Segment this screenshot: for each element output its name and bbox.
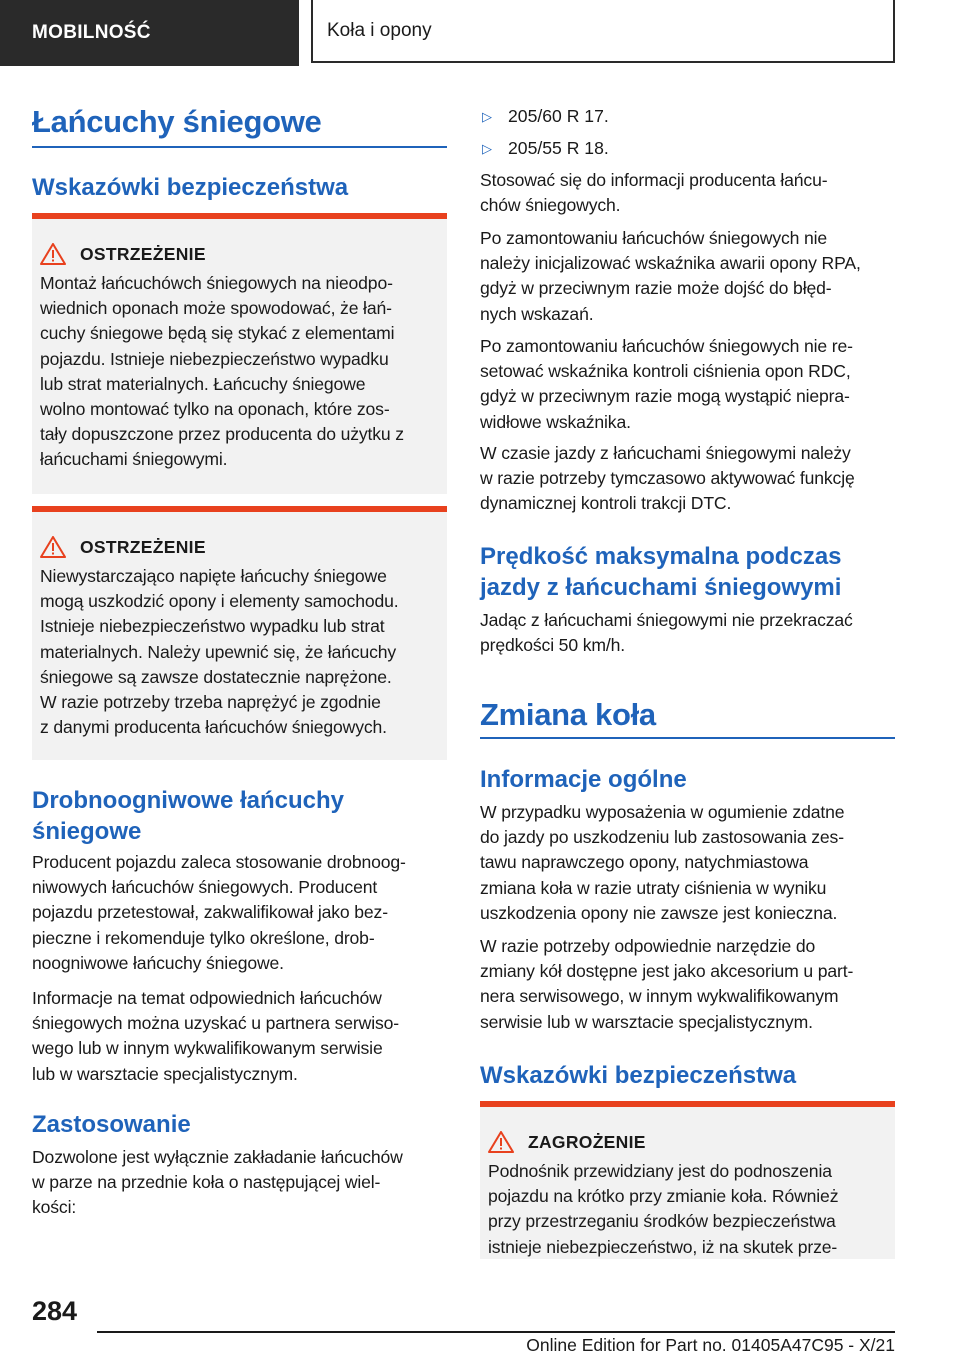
title-rule [32,146,447,148]
section-label: MOBILNOŚĆ [32,22,151,43]
danger-label: ZAGROŻENIE [528,1131,646,1152]
danger-text: Podnośnik przewidziany jest do podnoszenia pojazdu na krótko przy zmianie koła. Również przy przestrzeganiu środków bezpieczeństwa istnieje niebezpieczeństwo, iż na skutek prze- [488,1161,839,1257]
warning-triangle-icon [40,536,66,558]
paragraph-manufacturer-info: Stosować się do informacji producenta łańcu- chów śniegowych. [480,170,828,216]
list-item [480,136,609,161]
paragraph-rdc: Po zamontowaniu łańcuchów śniegowych nie re- setować wskaźnika kontroli ciśnienia opon RDC, gdyż w przeciwnym razie mogą wystąpić niepra- widłowe wskaźnika. [480,336,853,432]
fine-chains-paragraph-2: Informacje na temat odpowiednich łańcuchów śniegowych można uzyskać u partnera serwiso- wego lub w innym wykwalifikowanym serwisie lub w warsztacie specjalistycznym. [32,988,399,1084]
paragraph-rpa: Po zamontowaniu łańcuchów śniegowych nie należy inicjalizować wskaźnika awarii opony RPA, gdyż w przeciwnym razie może dojść do błęd- nych wskazań. [480,228,861,324]
footer-edition: Online Edition for Part no. 01405A47C95 - X/21 [526,1335,895,1355]
tire-size: 205/60 R 17. [508,106,609,126]
triangle-bullet-icon: ▷ [482,141,492,156]
max-speed-heading: Prędkość maksymalna podczas jazdy z łańcuchami śniegowymi [480,543,842,601]
general-info-paragraph-1: W przypadku wyposażenia w ogumienie zdatne do jazdy po uszkodzeniu lub zastosowania zes- tawu naprawczego opony, natychmiastowa zmiana koła w razie utraty ciśnienia w wyniku uszkodzenia opony nie zawsze jest konieczna. [480,802,845,923]
max-speed-paragraph: Jadąc z łańcuchami śniegowymi nie przekraczać prędkości 50 km/h. [480,610,853,656]
warning-label: OSTRZEŻENIE [80,536,206,557]
footer-rule [97,1331,895,1333]
general-info-heading: Informacje ogólne [480,766,687,793]
list-item [480,104,609,129]
title-rule [480,737,895,739]
fine-chains-heading: Drobnoogniwowe łańcuchy śniegowe [32,787,345,845]
page-number: 284 [32,1296,78,1326]
section-tab [0,0,299,66]
warning-triangle-icon [40,243,66,265]
warning-box-1 [32,213,447,494]
safety-heading: Wskazówki bezpieczeństwa [32,174,349,201]
warning-label: OSTRZEŻENIE [80,243,206,264]
page-title: Łańcuchy śniegowe [32,104,322,139]
usage-paragraph: Dozwolone jest wyłącznie zakładanie łańcuchów w parze na przednie koła o następującej wiel- kości: [32,1147,403,1218]
usage-heading: Zastosowanie [32,1111,191,1138]
general-info-paragraph-2: W razie potrzeby odpowiednie narzędzie do zmiany kół dostępne jest jako akcesorium u part- nera serwisowego, w innym wykwalifikowanym serwisie lub w warsztacie specjalistycznym. [480,936,854,1032]
danger-header [488,1131,646,1153]
warning-triangle-icon [488,1131,514,1153]
tire-size: 205/55 R 18. [508,138,609,158]
fine-chains-paragraph-1: Producent pojazdu zaleca stosowanie drobnoog- niwowych łańcuchów śniegowych. Producent pojazdu przetestował, zakwalifikował jako bez- pieczne i rekomenduje tylko określone, drob- noogniwowe łańcuchy śniegowe. [32,852,406,973]
triangle-bullet-icon: ▷ [482,109,492,124]
warning-box-2 [32,506,447,760]
chapter-tab [311,0,895,63]
paragraph-dtc: W czasie jazdy z łańcuchami śniegowymi należy w razie potrzeby tymczasowo aktywować funkcję dynamicznej kontroli trakcji DTC. [480,443,855,514]
warning-text: Montaż łańcuchówch śniegowych na nieodpo- wiednich oponach może spowodować, że łań- cuchy śniegowe będą się stykać z elementami pojazdu. Istnieje niebezpieczeństwo wypadku lub strat materialnych. Łańcuchy śniegowe wolno montować tylko na oponach, które zos- tały dopuszczone przez producenta do użytku z łańcuchami śniegowymi. [40,273,404,470]
danger-box [480,1101,895,1259]
warning-header [40,243,206,265]
chapter-label: Koła i opony [327,19,432,41]
warning-text: Niewystarczająco napięte łańcuchy śniegowe mogą uszkodzić opony i elementy samochodu. Istnieje niebezpieczeństwo wypadku lub strat materialnych. Należy upewnić się, że łańcuchy śniegowe są zawsze dostatecznie naprężone. W razie potrzeby trzeba naprężyć je zgodnie z danymi producenta łańcuchów śniegowych. [40,566,399,738]
safety-heading-2: Wskazówki bezpieczeństwa [480,1062,797,1089]
warning-header [40,536,206,558]
wheel-change-title: Zmiana koła [480,697,656,732]
